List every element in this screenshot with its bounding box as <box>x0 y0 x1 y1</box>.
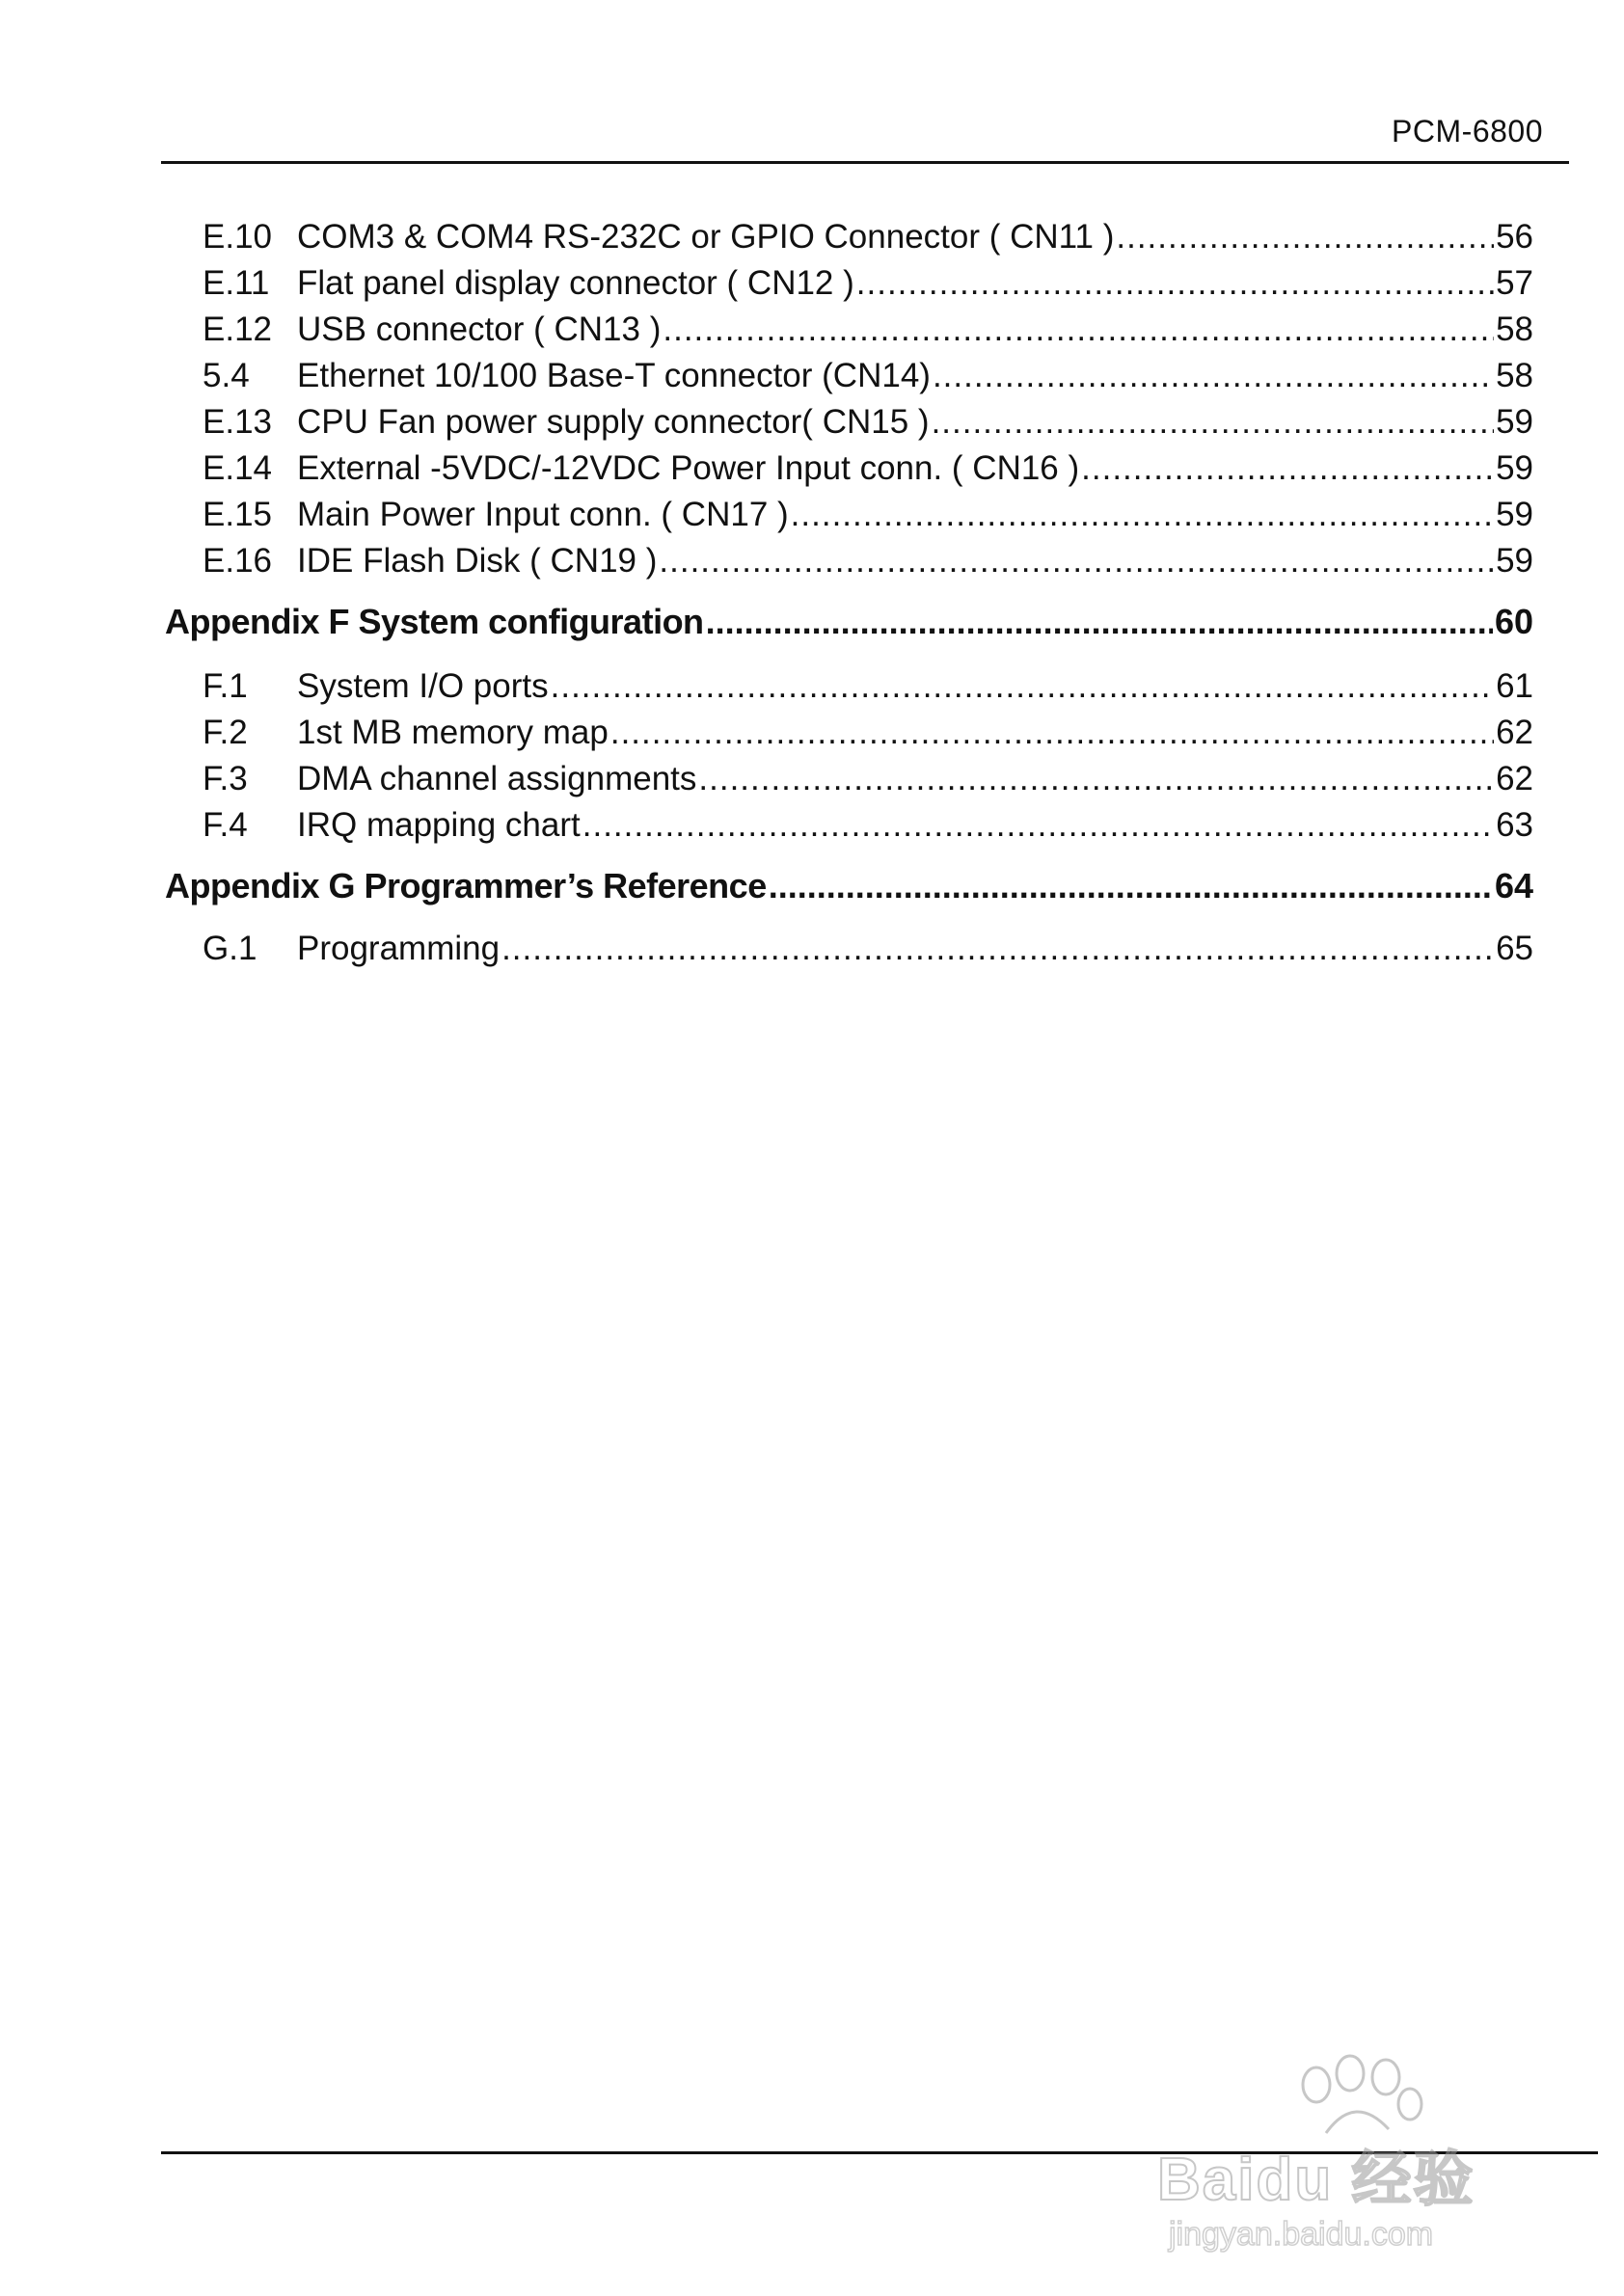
toc-entry-page: 58 <box>1496 357 1533 394</box>
toc-entry-title: Ethernet 10/100 Base-T connector (CN14) <box>297 357 931 394</box>
toc-leader-dots <box>769 866 1493 906</box>
toc-entry-number: E.11 <box>203 264 270 302</box>
toc-leader-dots <box>932 403 1495 442</box>
toc-leader-dots <box>501 930 1494 968</box>
toc-appendix-f-heading[interactable] <box>0 602 1624 650</box>
toc-entry-page: 59 <box>1496 449 1533 487</box>
toc-leader-dots <box>551 667 1494 706</box>
watermark-url: jingyan.baidu.com <box>1169 2216 1434 2253</box>
toc-leader-dots <box>582 806 1494 845</box>
toc-entry[interactable] <box>0 218 1624 264</box>
toc-entry-number: E.13 <box>203 403 272 441</box>
toc-entry-title: USB connector ( CN13 ) <box>297 311 662 348</box>
toc-entry-title: Flat panel display connector ( CN12 ) <box>297 264 854 302</box>
toc-entry-title: Main Power Input conn. ( CN17 ) <box>297 496 789 533</box>
baidu-watermark <box>1157 2044 1562 2266</box>
toc-heading-title: Appendix F System configuration <box>165 602 704 641</box>
toc-entry[interactable] <box>0 667 1624 714</box>
toc-leader-dots <box>933 357 1494 395</box>
toc-entry-page: 62 <box>1496 714 1533 751</box>
toc-entry-title: System I/O ports <box>297 667 549 705</box>
toc-leader-dots <box>1116 218 1494 257</box>
toc-entry[interactable] <box>0 542 1624 588</box>
toc-entry[interactable] <box>0 930 1624 976</box>
toc-entry-number: E.10 <box>203 218 272 256</box>
toc-heading-page: 60 <box>1494 602 1533 641</box>
toc-entry-number: E.15 <box>203 496 272 533</box>
toc-entry-page: 65 <box>1496 930 1533 967</box>
toc-entry-page: 59 <box>1496 542 1533 580</box>
toc-leader-dots <box>1081 449 1494 488</box>
toc-leader-dots <box>663 311 1494 349</box>
toc-leader-dots <box>610 714 1494 752</box>
toc-entry-title: Programming <box>297 930 501 967</box>
toc-entry-title: CPU Fan power supply connector( CN15 ) <box>297 403 930 441</box>
toc-entry-number: F.4 <box>203 806 248 844</box>
toc-entry-number: G.1 <box>203 930 257 967</box>
toc-entry-number: F.1 <box>203 667 248 705</box>
toc-leader-dots <box>791 496 1494 534</box>
watermark-brand: Baidu 经验 <box>1157 2147 1475 2213</box>
toc-leader-dots <box>659 542 1494 581</box>
paw-logo-icon <box>1157 2044 1562 2141</box>
toc-entry-number: F.3 <box>203 760 248 797</box>
toc-entry[interactable] <box>0 496 1624 542</box>
toc-leader-dots <box>856 264 1494 303</box>
toc-entry-number: E.14 <box>203 449 272 487</box>
toc-entry-page: 61 <box>1496 667 1533 705</box>
toc-entry-number: E.16 <box>203 542 272 580</box>
toc-leader-dots <box>698 760 1494 798</box>
toc-entry-title: IRQ mapping chart <box>297 806 581 844</box>
toc-entry-number: F.2 <box>203 714 248 751</box>
document-title: PCM-6800 <box>1392 114 1543 149</box>
toc-entry[interactable] <box>0 449 1624 496</box>
toc-entry[interactable] <box>0 760 1624 806</box>
toc-entry-title: External -5VDC/-12VDC Power Input conn. ( CN16 ) <box>297 449 1080 487</box>
toc-entry-page: 63 <box>1496 806 1533 844</box>
toc-appendix-g-heading[interactable] <box>0 866 1624 914</box>
toc-entry-page: 58 <box>1496 311 1533 348</box>
toc-entry[interactable] <box>0 403 1624 449</box>
toc-entry-page: 56 <box>1496 218 1533 256</box>
toc-entry-title: 1st MB memory map <box>297 714 609 751</box>
toc-entry[interactable] <box>0 264 1624 311</box>
toc-entry-title: IDE Flash Disk ( CN19 ) <box>297 542 658 580</box>
toc-entry[interactable] <box>0 357 1624 403</box>
toc-leader-dots <box>706 602 1493 642</box>
toc-entry-title: DMA channel assignments <box>297 760 697 797</box>
toc-entry[interactable] <box>0 311 1624 357</box>
toc-entry-number: 5.4 <box>203 357 250 394</box>
toc-entry[interactable] <box>0 714 1624 760</box>
toc-heading-title: Appendix G Programmer’s Reference <box>165 866 767 905</box>
header-rule <box>161 161 1569 164</box>
toc-entry-page: 59 <box>1496 403 1533 441</box>
toc-entry-page: 57 <box>1496 264 1533 302</box>
toc-entry-title: COM3 & COM4 RS-232C or GPIO Connector ( CN11 ) <box>297 218 1115 256</box>
toc-heading-page: 64 <box>1494 866 1533 905</box>
toc-entry[interactable] <box>0 806 1624 852</box>
toc-entry-number: E.12 <box>203 311 272 348</box>
toc-entry-page: 62 <box>1496 760 1533 797</box>
toc-entry-page: 59 <box>1496 496 1533 533</box>
